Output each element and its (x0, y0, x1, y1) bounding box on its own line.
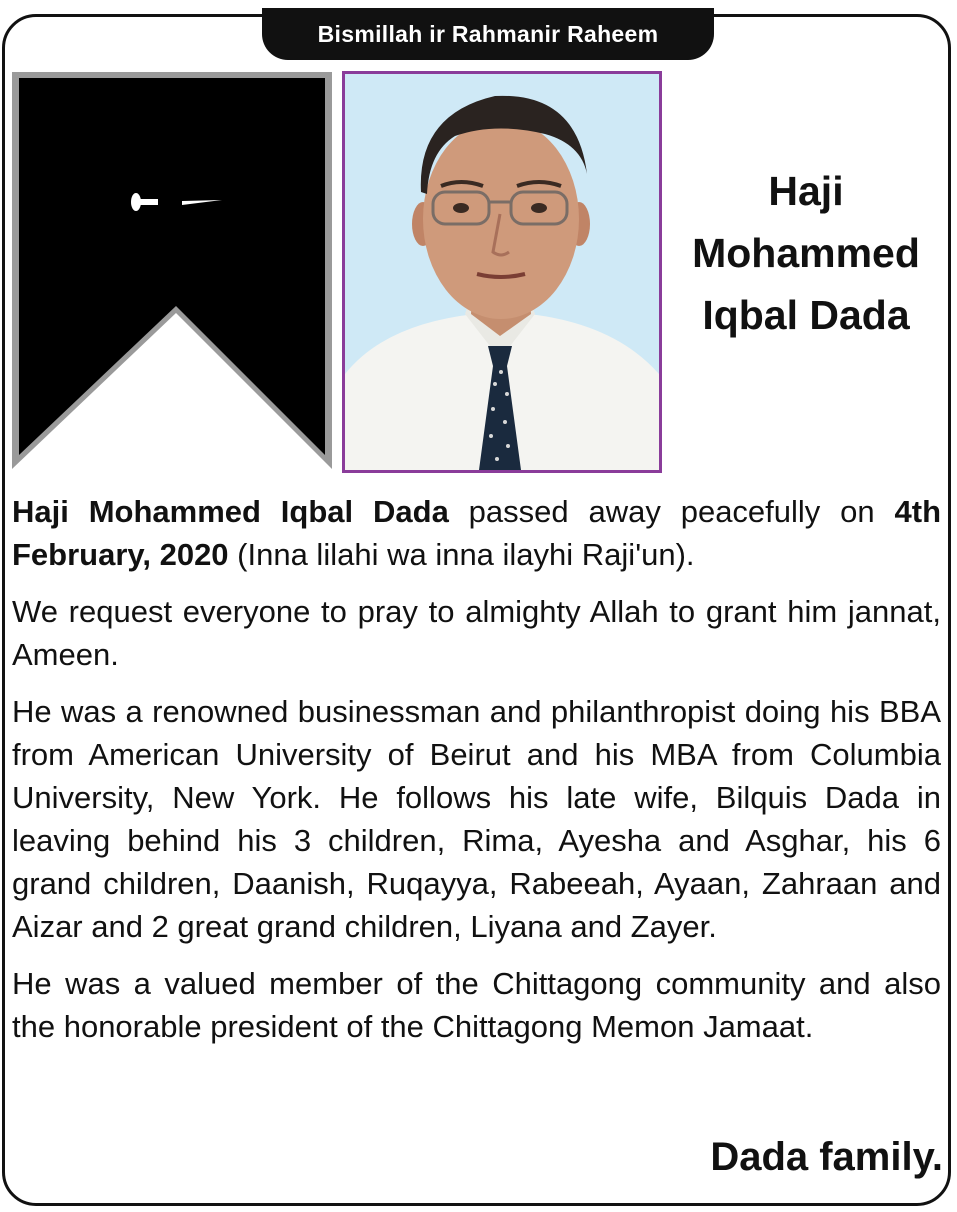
paragraph-announcement (12, 490, 941, 576)
announcement-text-a: passed away peacefully on (448, 494, 895, 529)
notice-body (12, 490, 941, 1062)
paragraph-prayer-request: We request everyone to pray to almighty Allah to grant him jannat, Ameen. (12, 594, 941, 672)
deceased-name-bold: Haji Mohammed Iqbal Dada (12, 494, 449, 529)
name-line-3: Iqbal Dada (702, 292, 910, 338)
deceased-name-heading (672, 160, 940, 346)
paragraph-community: He was a valued member of the Chittagong community and also the honorable president of the Chittagong Memon Jamaat. (12, 966, 941, 1044)
date-of-passing: 4th February, 2020 (12, 494, 942, 572)
portrait-icon (345, 74, 659, 470)
name-line-2: Mohammed (692, 230, 920, 276)
header-banner (262, 8, 714, 60)
paragraph-biography: He was a renowned businessman and philanthropist doing his BBA from American University of Beirut and his MBA from Columbia University, New York. He follows his late wife, Bilquis Dada in leaving behind his 3 children, Rima, Ayesha and Asghar, his 6 grand children, Daanish, Ruqayya, Rabeeah, Ayaan, Zahraan and Aizar and 2 great grand children, Liyana and Zayer. (12, 694, 941, 944)
black-ribbon-icon (12, 72, 332, 469)
name-line-1: Haji (768, 168, 844, 214)
family-signature: Dada family. (710, 1135, 943, 1179)
announcement-text-b: (Inna lilahi wa inna ilayhi Raji'un). (228, 537, 695, 572)
bismillah-text: Bismillah ir Rahmanir Raheem (317, 20, 659, 47)
portrait-photo (342, 71, 662, 473)
